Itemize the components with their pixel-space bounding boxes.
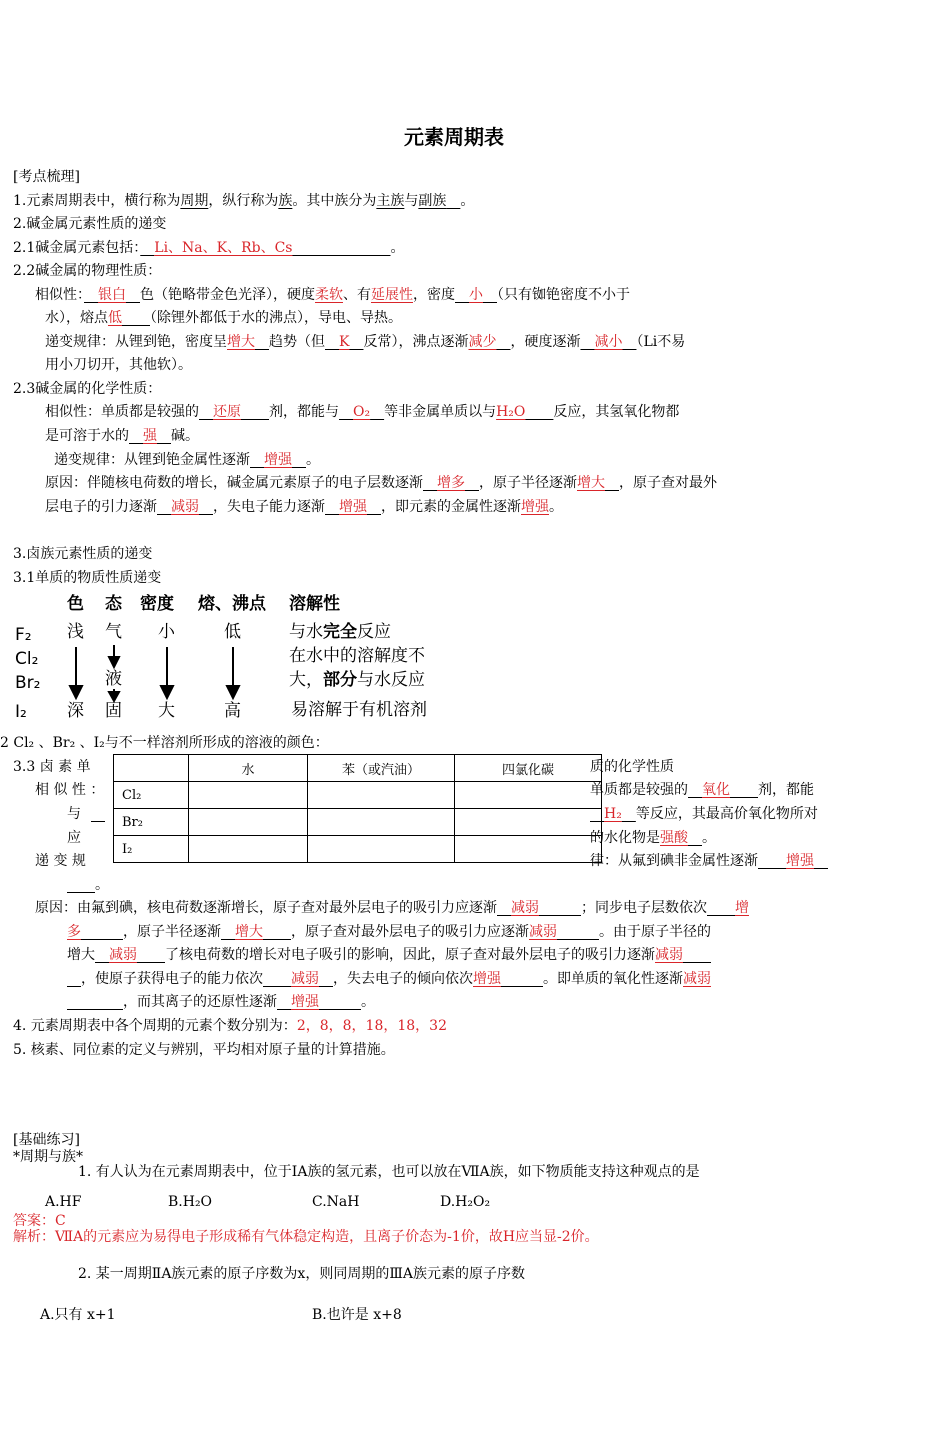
state-solid: 固 [105,701,122,721]
sub-heading: *周期与族* [13,1149,83,1165]
left-33-b: 相 似 性 ： [35,782,105,798]
q2-option-a: A.只有 x+1 [40,1307,116,1323]
question-2: 2. 某一周期ⅡA族元素的原子序数为x，则同周期的ⅢA族元素的原子序数 [78,1266,525,1282]
line-21: 增大 减弱 了核电荷数的增长对电子吸引的影响，因此，原子查对最外层电子的吸引力逐渐减弱 [67,947,683,963]
line-10: 相似性：单质都是较强的 还原 剂，都能与 O₂ 等非金属单质以与H₂O 反应，其氢氧化物都 [45,404,680,420]
line-13: 原因：伴随核电荷数的增长，碱金属元素原子的电子层数逐渐 增多 ，原子半径逐渐增大 ，原子查对最外 [45,475,717,491]
header-melting: 熔、沸点 [198,594,266,614]
table-row-label: I₂ [114,836,189,863]
left-33-c: 与 [67,806,81,822]
solubility-1: 与水完全反应 [289,622,391,642]
element-f2: F₂ [15,625,32,645]
right-33-b: 单质都是较强的 氧化 剂，都能 [590,782,814,798]
page-title: 元素周期表 [404,125,504,149]
table-header-cell: 水 [189,755,308,782]
table-row [114,782,602,809]
solubility-3: 大，部分与水反应 [289,670,425,690]
line-23: ，而其离子的还原性逐渐 增强 。 [123,994,375,1010]
solution-color-table [113,754,602,863]
line-25: 5. 核素、同位素的定义与辨别，平均相对原子量的计算措施。 [13,1042,395,1058]
line-22: ，使原子获得电子的能力依次 减弱 ，失去电子的倾向依次增强 。即单质的氧化性逐渐减弱 [81,971,711,987]
color-top: 浅 [67,622,84,642]
question-1: 1. 有人认为在元素周期表中，位于ⅠA族的氢元素，也可以放在ⅦA族，如下物质能支持这种观点的是 [78,1164,700,1180]
explanation: 解析：ⅦA的元素应为易得电子形成稀有气体稳定构造，且离子价态为-1价，故H应当显-2价。 [13,1229,599,1245]
line-2: 2.碱金属元素性质的递变 [13,216,167,232]
section-heading-review: [考点梳理] [13,169,80,185]
table-row-label: Br₂ [114,809,189,836]
solubility-2: 在水中的溶解度不 [289,646,425,666]
table-row [114,836,602,863]
left-33-e: 递 变 规 [35,853,86,869]
element-i2: I₂ [15,702,27,722]
line-11: 是可溶于水的 强 碱。 [45,428,199,444]
right-33-a: 质的化学性质 [590,759,674,775]
left-33-a: 3.3 卤 素 单 [13,759,91,775]
line-1: 1.元素周期表中，横行称为周期，纵行称为族。其中族分为主族与副族 。 [13,193,475,209]
color-bottom: 深 [67,701,84,721]
line-19: 原因：由氟到碘，核电荷数逐渐增长，原子查对最外层电子的吸引力应逐渐 减弱 ；同步电子层数依次 增 [35,900,749,916]
line-9: 2.3碱金属的化学性质： [13,381,162,397]
solubility-4: 易溶解于有机溶剂 [291,700,427,720]
state-gas: 气 [105,622,122,642]
element-cl2: Cl₂ [15,649,39,669]
line-17: 2 Cl₂ 、Br₂ 、I₂与不一样溶剂所形成的溶液的颜色： [0,735,329,751]
table-row [114,809,602,836]
q1-option-d: D.H₂O₂ [440,1194,491,1210]
element-br2: Br₂ [15,673,41,693]
q2-option-b: B.也许是 x+8 [312,1307,402,1323]
table-header-cell [114,755,189,782]
mp-top: 低 [224,622,241,642]
line-4: 2.2碱金属的物理性质： [13,263,162,279]
table-header-row [114,755,602,782]
q1-option-c: C.NaH [312,1194,360,1210]
q1-option-a: A.HF [45,1194,82,1210]
left-33-d: 应 [67,830,81,846]
line-8: 用小刀切开，其他软）。 [45,357,192,373]
line-3: 2.1碱金属元素包括： Li、Na、K、Rb、Cs 。 [13,240,405,256]
line-20: 多 ，原子半径逐渐 增大 ，原子查对最外层电子的吸引力应逐渐减弱 。由于原子半径的 [67,924,711,940]
line-14: 层电子的引力逐渐 减弱 ，失电子能力逐渐 增强 ，即元素的金属性逐渐增强。 [45,499,563,515]
table-header-cell: 苯（或汽油） [308,755,455,782]
section-heading-practice: [基础练习] [13,1132,80,1148]
mp-bottom: 高 [224,701,241,721]
density-top: 小 [158,622,175,642]
line-6: 水），熔点低 （除锂外都低于水的沸点），导电、导热。 [45,310,402,326]
right-33-c: H₂ 等反应，其最高价氧化物所对 [604,806,818,822]
line-7: 递变规律：从锂到铯，密度呈增大 趋势（但 K 反常），沸点逐渐减少 ，硬度逐渐 减小 （Li不易 [45,334,686,350]
header-state: 态 [105,594,122,614]
q1-option-b: B.H₂O [168,1194,213,1210]
line-24: 4. 元素周期表中各个周期的元素个数分别为：2，8，8，18，18，32 [13,1018,447,1034]
line-5: 相似性： 银白 色（铯略带金色光泽），硬度柔软、有延展性，密度 小 （只有铷铯密度不小于 [35,287,630,303]
answer: 答案：C [13,1213,66,1229]
right-33-d: 的水化物是强酸 。 [590,830,716,846]
table-row-label: Cl₂ [114,782,189,809]
right-33-e: 律：从氟到碘非金属性逐渐 增强 [590,853,814,869]
header-density: 密度 [140,594,174,614]
table-header-cell: 四氯化碳 [455,755,602,782]
state-liquid: 液 [105,669,122,689]
line-16: 3.1单质的物质性质递变 [13,570,162,586]
line-18: 。 [95,877,109,893]
line-15: 3.卤族元素性质的递变 [13,546,153,562]
header-color: 色 [67,594,84,614]
line-12: 递变规律：从锂到铯金属性逐渐 增强 。 [54,452,320,468]
density-bottom: 大 [158,701,175,721]
header-solubility: 溶解性 [289,594,340,614]
